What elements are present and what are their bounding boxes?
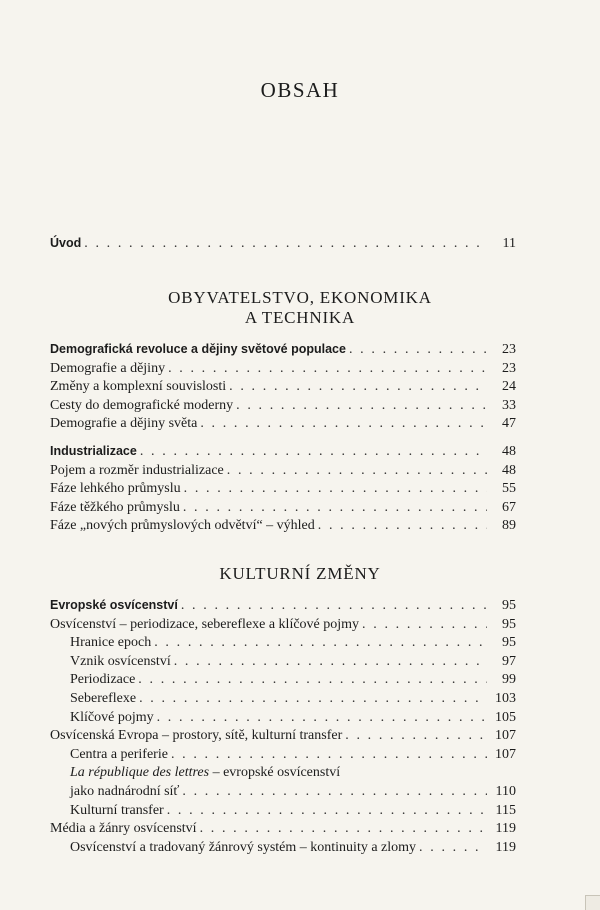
toc-group-industrialization [50,444,516,537]
leader-dots [174,654,487,670]
entry-page: 11 [502,236,516,251]
entry-page: 95 [502,635,516,651]
entry-page: 119 [495,839,516,855]
leader-dots [362,617,487,633]
entry-label: Fáze lehkého průmyslu [50,481,181,497]
entry-page: 103 [495,690,516,706]
toc-entry[interactable] [50,598,516,617]
entry-page: 89 [502,518,516,534]
toc-entry[interactable] [50,840,516,859]
toc-entry[interactable] [50,444,516,463]
toc-entry[interactable] [50,617,516,636]
toc-entry[interactable] [50,481,516,500]
page-title: OBSAH [260,78,340,102]
leader-dots [200,821,487,837]
entry-label-italic: La république des lettres [70,765,210,781]
leader-dots [139,691,487,707]
entry-page: 33 [502,397,516,413]
entry-label: Kulturní transfer [70,802,164,818]
entry-page: 107 [495,728,516,744]
toc-group-enlightenment [50,598,516,858]
leader-dots [171,747,487,763]
entry-label: Fáze „nových průmyslových odvětví“ – výhled [50,518,315,534]
leader-dots [181,598,487,614]
entry-label-rest: – evropské osvícenství [209,765,341,781]
leader-dots [200,416,487,432]
leader-dots [157,710,487,726]
entry-label: Hranice epoch [70,635,152,651]
entry-page: 95 [502,616,516,632]
toc-entry[interactable] [50,398,516,417]
toc-entry[interactable] [50,500,516,519]
entry-label: Média a žánry osvícenství [50,821,197,837]
entry-label: Cesty do demografické moderny [50,397,234,413]
entry-label: Změny a komplexní souvislosti [50,379,227,395]
entry-page: 48 [502,462,516,478]
leader-dots [349,342,487,358]
toc-intro [50,236,516,255]
toc-entry[interactable] [50,691,516,710]
entry-label: Osvícenství a tradovaný žánrový systém – kontinuity a zlomy [70,839,417,855]
toc-entry-continuation[interactable] [50,784,516,803]
entry-label: Demografie a dějiny světa [50,416,198,432]
entry-label: Osvícenská Evropa – prostory, sítě, kulturní transfer [50,728,343,744]
entry-page: 115 [495,802,516,818]
entry-label: Fáze těžkého průmyslu [50,499,180,515]
toc-group-demography [50,342,516,435]
leader-dots [227,463,487,479]
entry-label: Centra a periferie [70,746,168,762]
entry-label: Klíčové pojmy [70,709,154,725]
leader-dots [168,361,487,377]
toc-entry[interactable] [50,635,516,654]
entry-page: 55 [502,481,516,497]
toc-entry[interactable] [50,728,516,747]
entry-page: 95 [502,598,516,613]
toc-entry[interactable] [50,747,516,766]
leader-dots [229,379,487,395]
toc-entry[interactable] [50,821,516,840]
entry-label: Periodizace [70,672,136,688]
entry-page: 107 [495,746,516,762]
leader-dots [184,481,487,497]
entry-label: Pojem a rozměr industrializace [50,462,224,478]
entry-page: 24 [502,379,516,395]
entry-label: Sebereflexe [70,690,137,706]
entry-page: 110 [495,783,516,799]
entry-label: jako nadnárodní síť [70,783,180,799]
leader-dots [167,803,487,819]
section-heading-population [0,288,600,328]
leader-dots [84,236,487,252]
entry-label: Demografická revoluce a dějiny světové populace [50,342,346,356]
leader-dots [138,672,487,688]
entry-page: 48 [502,444,516,459]
toc-entry-intro[interactable] [50,236,516,255]
entry-page: 99 [502,672,516,688]
entry-page: 67 [502,499,516,515]
section-heading-line: A TECHNIKA [244,308,356,327]
toc-entry[interactable] [50,416,516,435]
leader-dots [419,840,487,856]
toc-entry[interactable] [50,672,516,691]
toc-entry-multiline[interactable] [50,765,516,784]
entry-label: Úvod [50,236,82,250]
entry-label: Osvícenství – periodizace, sebereflexe a klíčové pojmy [50,616,360,632]
leader-dots [236,398,487,414]
entry-page: 23 [502,360,516,376]
leader-dots [345,728,487,744]
entry-label: Vznik osvícenství [70,653,171,669]
entry-page: 23 [502,342,516,357]
toc-entry[interactable] [50,361,516,380]
page-corner [585,895,600,910]
entry-page: 47 [502,416,516,432]
leader-dots [318,518,487,534]
toc-entry[interactable] [50,654,516,673]
entry-label [50,765,340,781]
toc-entry[interactable] [50,463,516,482]
entry-page: 119 [495,821,516,837]
toc-entry[interactable] [50,342,516,361]
entry-page: 97 [502,653,516,669]
section-heading-culture: KULTURNÍ ZMĚNY [219,564,381,583]
section-heading-line: OBYVATELSTVO, EKONOMIKA [168,288,432,307]
entry-page: 105 [495,709,516,725]
leader-dots [182,784,487,800]
entry-label: Demografie a dějiny [50,360,166,376]
leader-dots [183,500,487,516]
leader-dots [154,635,487,651]
toc-entry[interactable] [50,710,516,729]
entry-label: Industrializace [50,444,137,458]
toc-entry[interactable] [50,379,516,398]
entry-label: Evropské osvícenství [50,598,178,612]
leader-dots [140,444,487,460]
toc-entry[interactable] [50,518,516,537]
toc-entry[interactable] [50,803,516,822]
